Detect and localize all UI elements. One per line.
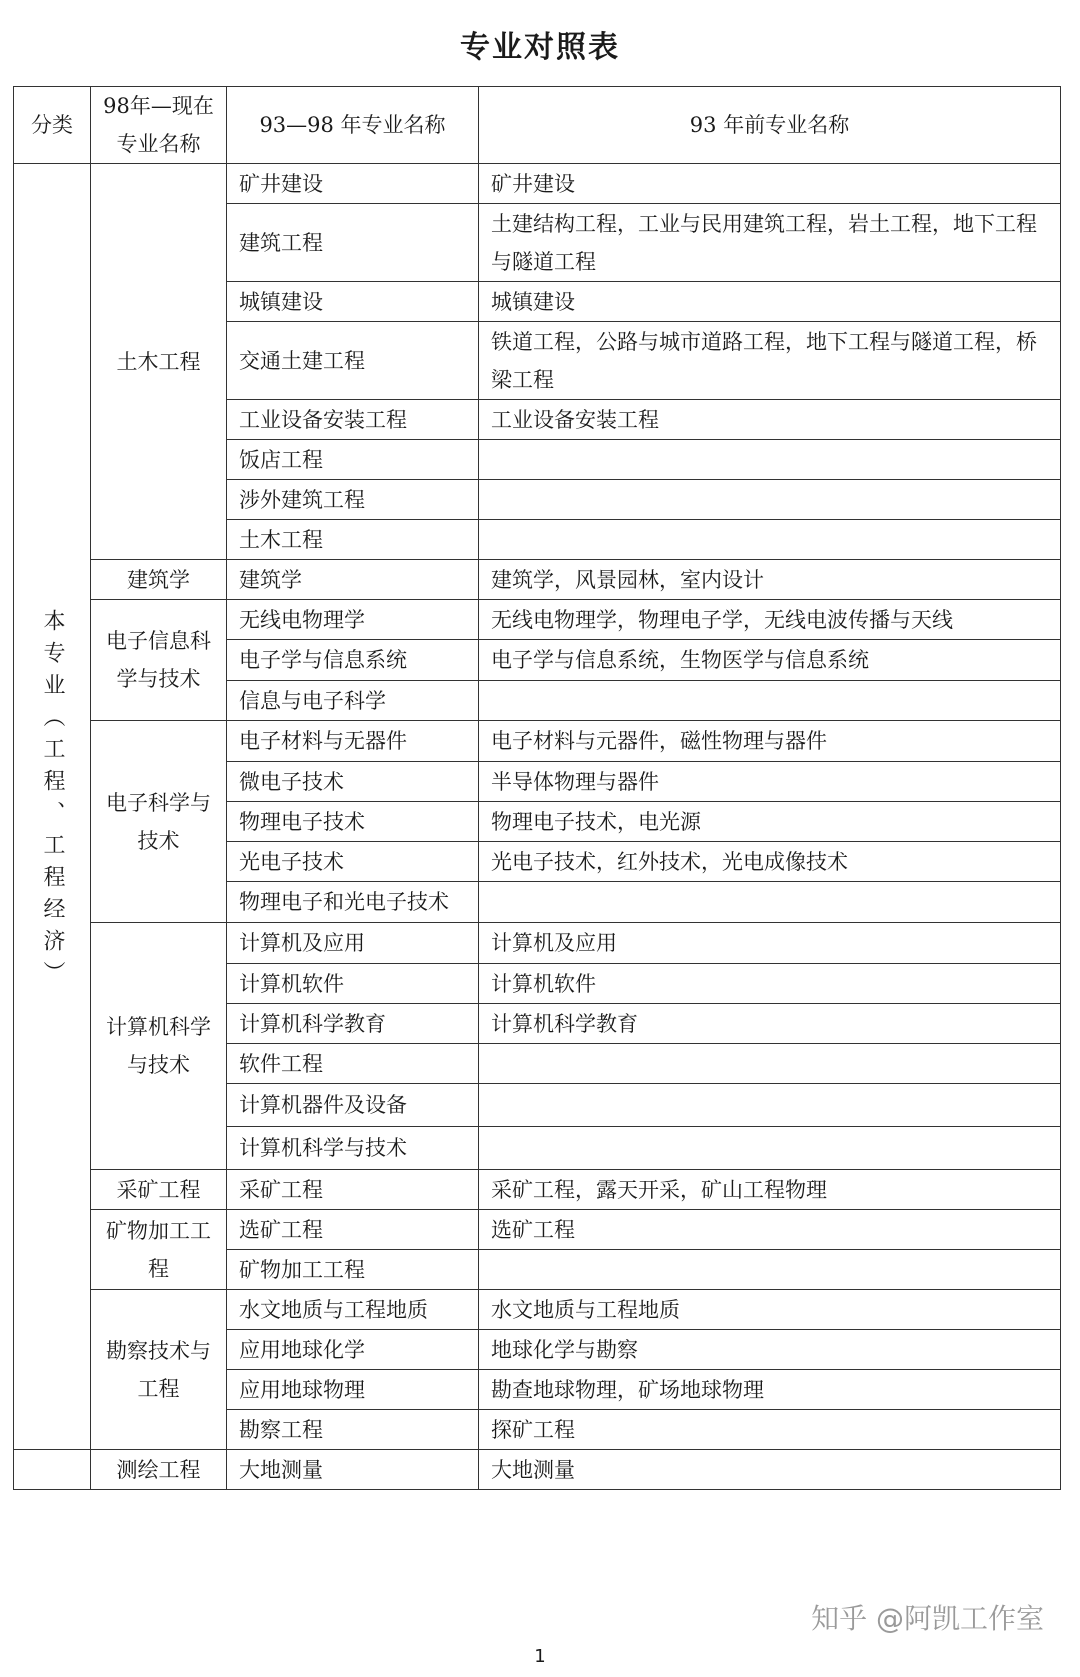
major-93-98-cell: 计算机科学教育: [227, 1004, 479, 1044]
major-pre-93-cell: 探矿工程: [479, 1410, 1061, 1450]
major-93-98-cell: 建筑工程: [227, 204, 479, 282]
major-pre-93-cell: 勘查地球物理，矿场地球物理: [479, 1370, 1061, 1410]
major-93-98-cell: 计算机及应用: [227, 923, 479, 964]
category-cell-empty: [14, 1450, 91, 1490]
current-major-cell: 采矿工程: [91, 1170, 227, 1210]
major-pre-93-cell: [479, 440, 1061, 480]
major-93-98-cell: 饭店工程: [227, 440, 479, 480]
major-pre-93-cell: [479, 681, 1061, 721]
table-row: [14, 164, 1061, 204]
table-row: [14, 721, 1061, 762]
major-93-98-cell: 矿井建设: [227, 164, 479, 204]
major-93-98-cell: 大地测量: [227, 1450, 479, 1490]
major-93-98-cell: 城镇建设: [227, 282, 479, 322]
major-93-98-cell: 采矿工程: [227, 1170, 479, 1210]
major-comparison-table: [13, 86, 1061, 1490]
major-pre-93-cell: 半导体物理与器件: [479, 762, 1061, 802]
major-93-98-cell: 无线电物理学: [227, 600, 479, 640]
header-93-98-major: 93—98 年专业名称: [227, 87, 479, 164]
major-pre-93-cell: 采矿工程，露天开采，矿山工程物理: [479, 1170, 1061, 1210]
major-93-98-cell: 矿物加工工程: [227, 1250, 479, 1290]
table-row: [14, 1170, 1061, 1210]
major-pre-93-cell: 物理电子技术，电光源: [479, 802, 1061, 842]
major-pre-93-cell: 土建结构工程，工业与民用建筑工程，岩土工程，地下工程与隧道工程: [479, 204, 1061, 282]
major-pre-93-cell: 矿井建设: [479, 164, 1061, 204]
current-major-cell: 电子信息科学与技术: [91, 600, 227, 721]
table-row: [14, 1450, 1061, 1490]
current-major-cell: 建筑学: [91, 560, 227, 600]
current-major-cell: 土木工程: [91, 164, 227, 560]
header-category: 分类: [14, 87, 91, 164]
major-pre-93-cell: [479, 1044, 1061, 1084]
page-number: 1: [534, 1646, 546, 1667]
major-93-98-cell: 勘察工程: [227, 1410, 479, 1450]
current-major-cell: 电子科学与技术: [91, 721, 227, 923]
major-pre-93-cell: 大地测量: [479, 1450, 1061, 1490]
major-93-98-cell: 涉外建筑工程: [227, 480, 479, 520]
current-major-cell: 测绘工程: [91, 1450, 227, 1490]
major-93-98-cell: 水文地质与工程地质: [227, 1290, 479, 1330]
current-major-cell: 勘察技术与工程: [91, 1290, 227, 1450]
major-pre-93-cell: 电子材料与元器件，磁性物理与器件: [479, 721, 1061, 762]
major-pre-93-cell: 城镇建设: [479, 282, 1061, 322]
major-93-98-cell: 软件工程: [227, 1044, 479, 1084]
header-current-major: 98年—现在专业名称: [91, 87, 227, 164]
major-93-98-cell: 计算机软件: [227, 964, 479, 1004]
major-93-98-cell: 物理电子和光电子技术: [227, 882, 479, 923]
table-body: [14, 164, 1061, 1490]
major-pre-93-cell: 水文地质与工程地质: [479, 1290, 1061, 1330]
header-pre-93-major: 93 年前专业名称: [479, 87, 1061, 164]
major-pre-93-cell: 计算机及应用: [479, 923, 1061, 964]
major-pre-93-cell: 光电子技术，红外技术，光电成像技术: [479, 842, 1061, 882]
major-pre-93-cell: 选矿工程: [479, 1210, 1061, 1250]
major-93-98-cell: 微电子技术: [227, 762, 479, 802]
major-pre-93-cell: 计算机软件: [479, 964, 1061, 1004]
major-pre-93-cell: 计算机科学教育: [479, 1004, 1061, 1044]
watermark: 知乎 @阿凯工作室: [811, 1602, 1044, 1635]
table-row: [14, 923, 1061, 964]
major-pre-93-cell: 工业设备安装工程: [479, 400, 1061, 440]
category-cell: [14, 164, 91, 1450]
current-major-cell: 计算机科学与技术: [91, 923, 227, 1170]
major-pre-93-cell: [479, 882, 1061, 923]
current-major-cell: 矿物加工工程: [91, 1210, 227, 1290]
table-row: [14, 1290, 1061, 1330]
table-row: [14, 1210, 1061, 1250]
major-93-98-cell: 应用地球物理: [227, 1370, 479, 1410]
major-pre-93-cell: 地球化学与勘察: [479, 1330, 1061, 1370]
major-pre-93-cell: [479, 1127, 1061, 1170]
table-row: [14, 560, 1061, 600]
major-93-98-cell: 建筑学: [227, 560, 479, 600]
major-pre-93-cell: [479, 520, 1061, 560]
major-93-98-cell: 电子学与信息系统: [227, 640, 479, 681]
major-93-98-cell: 选矿工程: [227, 1210, 479, 1250]
major-pre-93-cell: 建筑学，风景园林，室内设计: [479, 560, 1061, 600]
table-row: [14, 600, 1061, 640]
major-pre-93-cell: [479, 1250, 1061, 1290]
page-title: 专业对照表: [460, 30, 620, 65]
major-pre-93-cell: [479, 1084, 1061, 1127]
major-93-98-cell: 电子材料与无器件: [227, 721, 479, 762]
major-93-98-cell: 光电子技术: [227, 842, 479, 882]
major-93-98-cell: 信息与电子科学: [227, 681, 479, 721]
major-93-98-cell: 物理电子技术: [227, 802, 479, 842]
major-93-98-cell: 交通土建工程: [227, 322, 479, 400]
major-pre-93-cell: 铁道工程，公路与城市道路工程，地下工程与隧道工程，桥梁工程: [479, 322, 1061, 400]
header-row: [14, 87, 1061, 164]
major-93-98-cell: 应用地球化学: [227, 1330, 479, 1370]
major-93-98-cell: 计算机科学与技术: [227, 1127, 479, 1170]
major-93-98-cell: 工业设备安装工程: [227, 400, 479, 440]
major-93-98-cell: 土木工程: [227, 520, 479, 560]
major-pre-93-cell: [479, 480, 1061, 520]
category-label: 本专业（工程、工程经济）: [40, 608, 65, 993]
major-pre-93-cell: 无线电物理学，物理电子学，无线电波传播与天线: [479, 600, 1061, 640]
major-pre-93-cell: 电子学与信息系统，生物医学与信息系统: [479, 640, 1061, 681]
major-93-98-cell: 计算机器件及设备: [227, 1084, 479, 1127]
